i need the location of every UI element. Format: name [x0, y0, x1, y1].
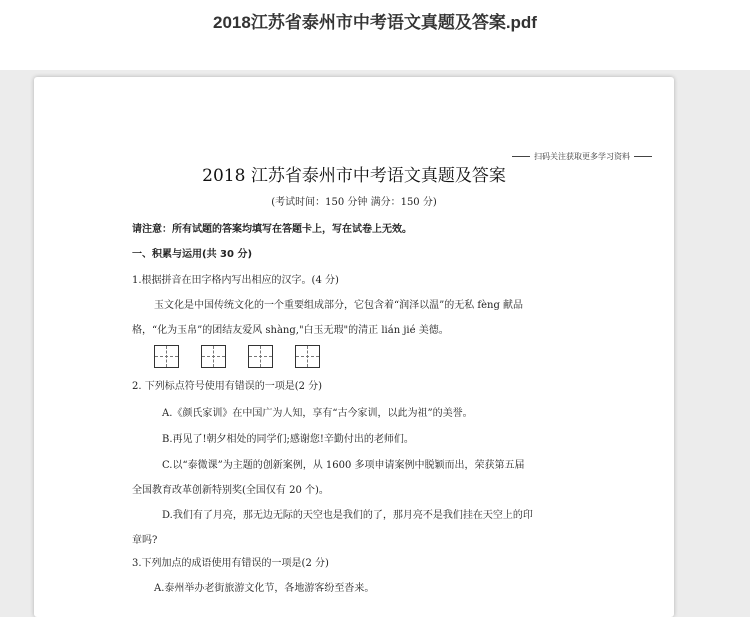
q2-option-b: B.再见了!朝夕相处的同学们;感谢您!辛勤付出的老师们。: [162, 434, 414, 445]
q1-paragraph-line-1: 玉文化是中国传统文化的一个重要组成部分，它包含着“润泽以温”的无私 fèng 献品: [154, 300, 524, 311]
q3-option-a: A.泰州举办老街旅游文化节，各地游客纷至沓来。: [154, 583, 375, 594]
question-1: 1.根据拼音在田字格内写出相应的汉字。(4 分): [132, 275, 339, 286]
exam-info: (考试时间：150 分钟 满分：150 分): [271, 197, 437, 208]
q1-paragraph-line-2: 格，“化为玉帛”的团结友爱风 shàng,"白玉无瑕"的清正 lián jié 美德。: [132, 325, 449, 336]
q2-option-c-line-1: C.以“泰微课”为主题的创新案例，从 1600 多项申请案例中脱颖而出，荣获第五届: [162, 460, 525, 471]
q2-option-a: A.《颜氏家训》在中国广为人知，享有“古今家训，以此为祖”的美誉。: [162, 408, 473, 419]
tianzige-box: [201, 345, 226, 368]
tianzige-box: [154, 345, 179, 368]
tianzige-box: [295, 345, 320, 368]
dash-right: [634, 156, 652, 157]
question-2: 2. 下列标点符号使用有错误的一项是(2 分): [132, 381, 323, 392]
question-3: 3.下列加点的成语使用有错误的一项是(2 分): [132, 558, 329, 569]
section-heading: 一、积累与运用(共 30 分): [132, 249, 253, 260]
q2-option-c-line-2: 全国教育改革创新特别奖(全国仅有 20 个)。: [132, 485, 329, 496]
tianzige-box: [248, 345, 273, 368]
document-title: 2018 江苏省泰州市中考语文真题及答案: [202, 166, 506, 186]
file-title: 2018江苏省泰州市中考语文真题及答案.pdf: [213, 13, 537, 32]
q2-option-d-line-1: D.我们有了月亮，那无边无际的天空也是我们的了，那月亮不是我们挂在天空上的印: [162, 510, 533, 521]
viewer-toolbar: [0, 0, 750, 70]
dash-left: [512, 156, 530, 157]
notice: 请注意：所有试题的答案均填写在答题卡上，写在试卷上无效。: [132, 224, 412, 235]
pdf-page: [34, 77, 674, 617]
q2-option-d-line-2: 章吗?: [132, 535, 158, 546]
watermark-text: 扫码关注获取更多学习资料: [534, 152, 630, 161]
tianzige-grids: [154, 345, 320, 368]
